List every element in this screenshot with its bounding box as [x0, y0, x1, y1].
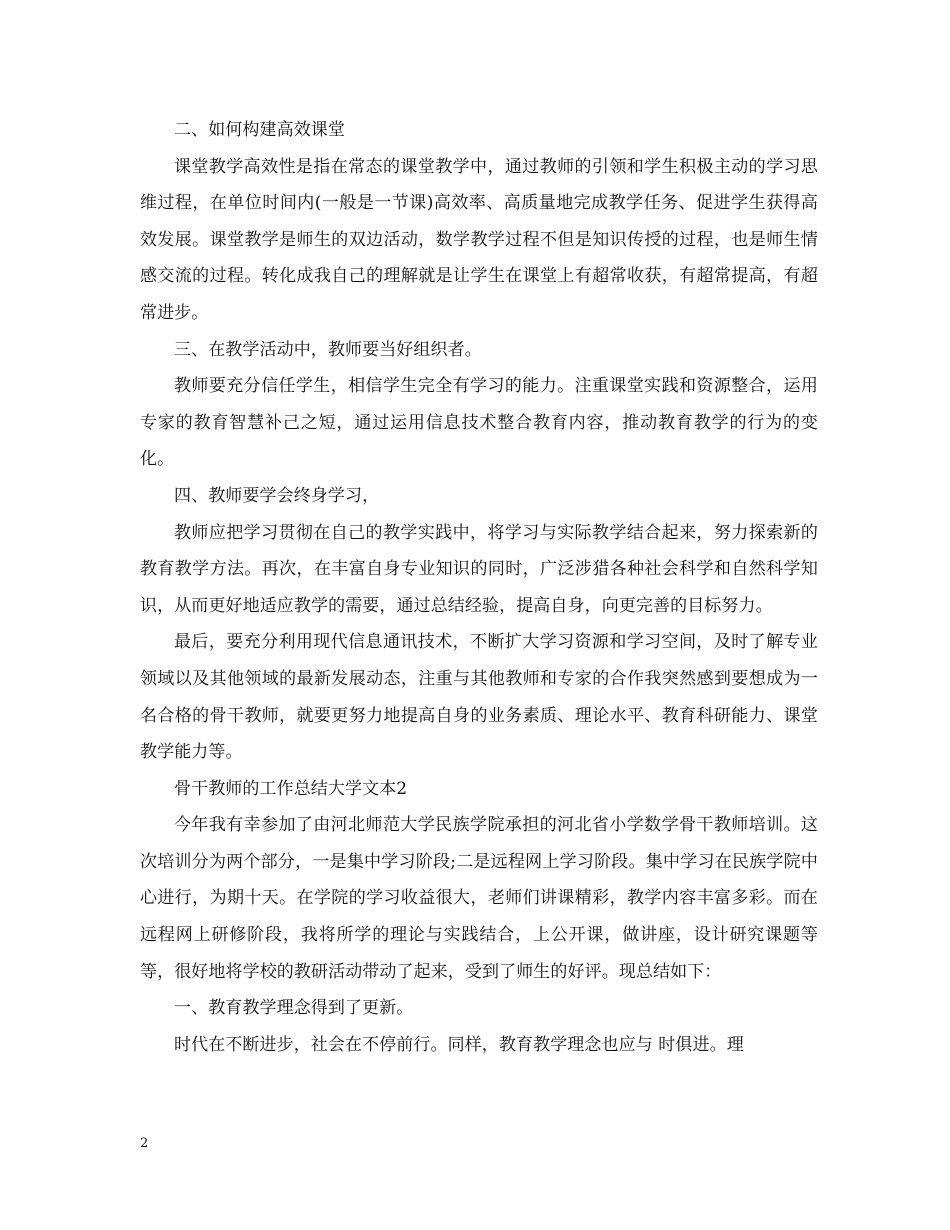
- document-subtitle: 骨干教师的工作总结大学文本2: [174, 778, 408, 799]
- body-paragraph: 今年我有幸参加了由河北师范大学民族学院承担的河北省小学数学骨干教师培训。这次培训分为两个部分，一是集中学习阶段;二是远程网上学习阶段。集中学习在民族学院中心进行，为期十天。在学院的学习收益很大，老师们讲课精彩，教学内容丰富多彩。而在远程网上研修阶段，我将所学的理论与实践结合，上公开课，做讲座，设计研究课题等等，很好地将学校的教研活动带动了起来，受到了师生的好评。现总结如下：: [140, 815, 818, 982]
- body-paragraph: 最后，要充分利用现代信息通讯技术，不断扩大学习资源和学习空间，及时了解专业领域以及其他领域的最新发展动态，注重与其他教师和专家的合作我突然感到要想成为一名合格的骨干教师，就要更努力地提高自身的业务素质、理论水平、教育科研能力、课堂教学能力等。: [140, 632, 818, 763]
- body-paragraph: 教师要充分信任学生，相信学生完全有学习的能力。注重课堂实践和资源整合，运用专家的教育智慧补己之短，通过运用信息技术整合教育内容，推动教育教学的行为的变化。: [140, 376, 818, 470]
- section-heading-2: 二、如何构建高效课堂: [174, 120, 345, 140]
- page-number: 2: [140, 1136, 149, 1151]
- document-body: [140, 112, 818, 1063]
- section-heading-3: 三、在教学活动中，教师要当好组织者。: [174, 339, 482, 360]
- body-paragraph: 课堂教学高效性是指在常态的课堂教学中，通过教师的引领和学生积极主动的学习思维过程，在单位时间内(一般是一节课)高效率、高质量地完成教学任务、促进学生获得高效发展。课堂教学是师生的双边活动，数学教学过程不但是知识传授的过程，也是师生情感交流的过程。转化成我自己的理解就是让学生在课堂上有超常收获，有超常提高，有超常进步。: [140, 156, 818, 323]
- body-paragraph: 时代在不断进步，社会在不停前行。同样，教育教学理念也应与 时俱进。理: [174, 1034, 744, 1055]
- body-paragraph: 教师应把学习贯彻在自己的教学实践中，将学习与实际教学结合起来，努力探索新的教育教学方法。再次，在丰富自身专业知识的同时，广泛涉猎各种社会科学和自然科学知识，从而更好地适应教学的需要，通过总结经验，提高自身，向更完善的目标努力。: [140, 522, 818, 616]
- section-heading-4: 四、教师要学会终身学习，: [174, 485, 380, 506]
- section-heading-1: 一、教育教学理念得到了更新。: [174, 998, 414, 1019]
